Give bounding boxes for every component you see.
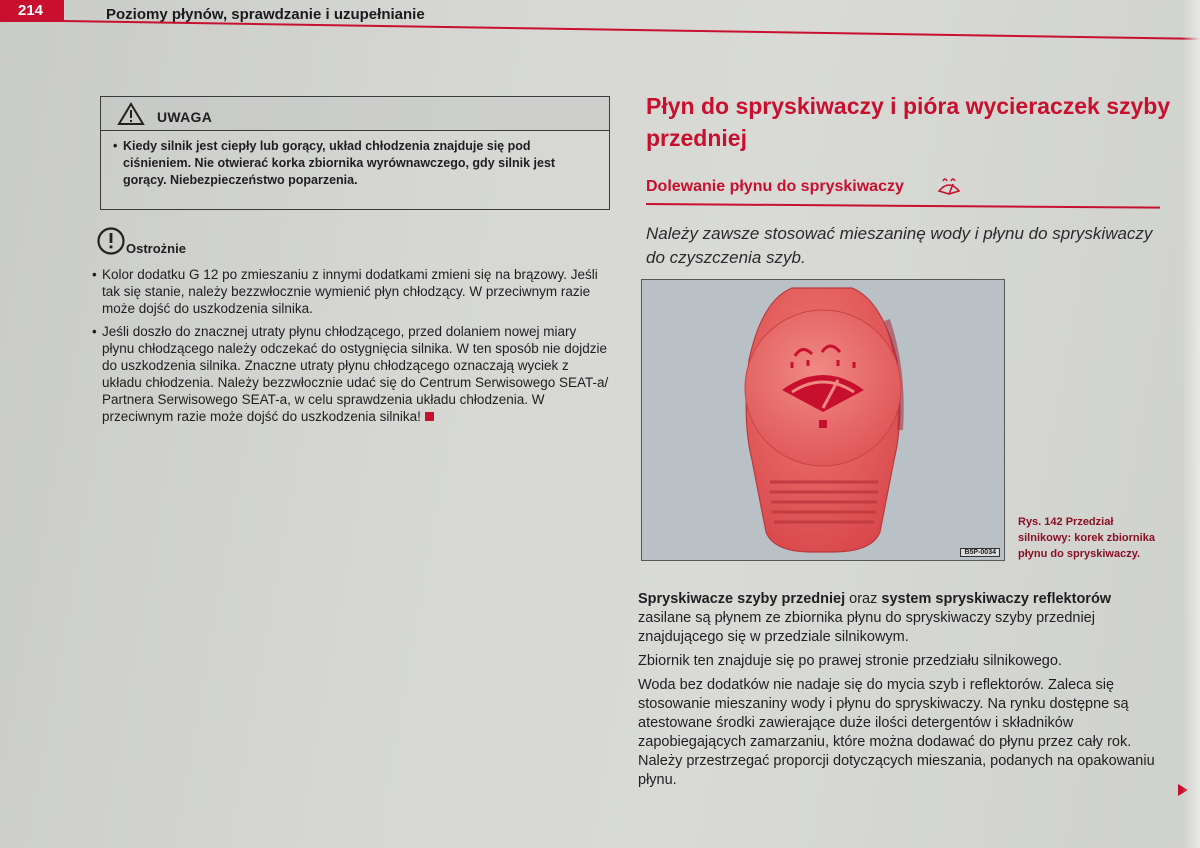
subsection-heading: Dolewanie płynu do spryskiwaczy: [646, 178, 904, 195]
page-header: [0, 0, 1200, 28]
section-heading: Płyn do spryskiwaczy i pióra wycieraczek szyby przedniej: [646, 93, 1171, 151]
connector-text: oraz: [845, 591, 882, 607]
page-number: 214: [0, 0, 64, 22]
paragraph-1-rest: zasilane są płynem ze zbiornika płynu do spryskiwaczy szyby przedniej znajdującego się w przedziale silnikowym.: [638, 610, 1095, 645]
paragraph-1: [638, 590, 1168, 647]
warning-title: UWAGA: [157, 109, 213, 125]
term-front-washers: Spryskiwacze szyby przedniej: [638, 591, 846, 607]
paragraph-3: Woda bez dodatków nie nadaje się do mycia szyb i reflektorów. Zaleca się stosowanie mieszaniny wody i płynu do spryskiwaczy. Na rynku dostępne są atestowane środki zawierające duże ilości detergentów i składników zapobiegających zamarzaniu, które można dodawać do płynu przez cały rok. Należy przestrzegać proporcji dotyczących mieszania, podanych na opakowaniu płynu.: [638, 677, 1155, 788]
caution-list: [92, 266, 612, 431]
figure-washer-cap: [641, 279, 1005, 561]
caution-title: Ostrożnie: [126, 241, 186, 256]
warning-body: • Kiedy silnik jest ciepły lub gorący, układ chłodzenia znajduje się pod ciśnieniem. Nie otwierać korka zbiornika wyrównawczego, gdy silnik jest gorący. Niebezpieczeństwo poparzenia.: [101, 131, 609, 189]
body-text: [638, 590, 1168, 795]
caution-item-1: Kolor dodatku G 12 po zmieszaniu z innymi dodatkami zmieni się na brązowy. Jeśli tak się stanie, należy bezzwłocznie wymienić płyn chłodzący. W przeciwnym razie może dojść do uszkodzenia silnika.: [102, 267, 598, 316]
header-rule: [64, 20, 1200, 40]
warning-triangle-icon: [117, 102, 145, 126]
list-item: • Kolor dodatku G 12 po zmieszaniu z innymi dodatkami zmieni się na brązowy. Jeśli tak się stanie, należy bezzwłocznie wymienić płyn chłodzący. W przeciwnym razie może dojść do uszkodzenia silnika.: [92, 266, 612, 317]
warning-text: Kiedy silnik jest ciepły lub gorący, układ chłodzenia znajduje się pod ciśnieniem. Nie otwierać korka zbiornika wyrównawczego, gdy silnik jest gorący. Niebezpieczeństwo poparzenia.: [123, 139, 556, 187]
intro-text: Należy zawsze stosować mieszaninę wody i płynu do spryskiwaczy do czyszczenia szyb.: [646, 224, 1153, 267]
paragraph-2: Zbiornik ten znajduje się po prawej stronie przedziału silnikowego.: [638, 653, 1062, 669]
caution-item-2: Jeśli doszło do znacznej utraty płynu chłodzącego, przed dolaniem nowej miary płynu chłodzącego należy odczekać do ostygnięcia silnika. W ten sposób nie dojdzie do uszkodzenia silnika. Znaczne utraty płynu chłodzącego oznaczają wyciek z układu chłodzenia. Należy bezzwłocznie udać się do Centrum Serwisowego SEAT-a/ Partnera Serwisowego SEAT-a, w celu sprawdzenia układu chłodzenia. W przeciwnym razie może dojść do uszkodzenia silnika!: [102, 324, 609, 424]
warning-box: [100, 96, 610, 210]
list-item: • Jeśli doszło do znacznej utraty płynu chłodzącego, przed dolaniem nowej miary płynu chłodzącego należy odczekać do ostygnięcia silnika. W ten sposób nie dojdzie do uszkodzenia silnika. Znaczne utraty płynu chłodzącego oznaczają wyciek z układu chłodzenia. Należy bezzwłocznie udać się do Centrum Serwisowego SEAT-a/ Partnera Serwisowego SEAT-a, w celu sprawdzenia układu chłodzenia. W przeciwnym razie może dojść do uszkodzenia silnika!: [92, 324, 609, 424]
end-mark-icon: [425, 412, 434, 421]
figure-caption: Rys. 142 Przedział silnikowy: korek zbiornika płynu do spryskiwaczy.: [1018, 516, 1155, 560]
warning-header: [101, 97, 609, 131]
exclamation-circle-icon: [96, 226, 126, 256]
page-edge: [1182, 0, 1200, 848]
washer-cap-illustration: [642, 280, 1004, 560]
figure-code: B5P-0034: [960, 548, 1000, 557]
windshield-washer-icon: [936, 176, 962, 196]
subsection-rule: [646, 203, 1160, 209]
term-headlight-washers: system spryskiwaczy reflektorów: [881, 591, 1112, 607]
running-title: Poziomy płynów, sprawdzanie i uzupełnianie: [106, 6, 425, 23]
